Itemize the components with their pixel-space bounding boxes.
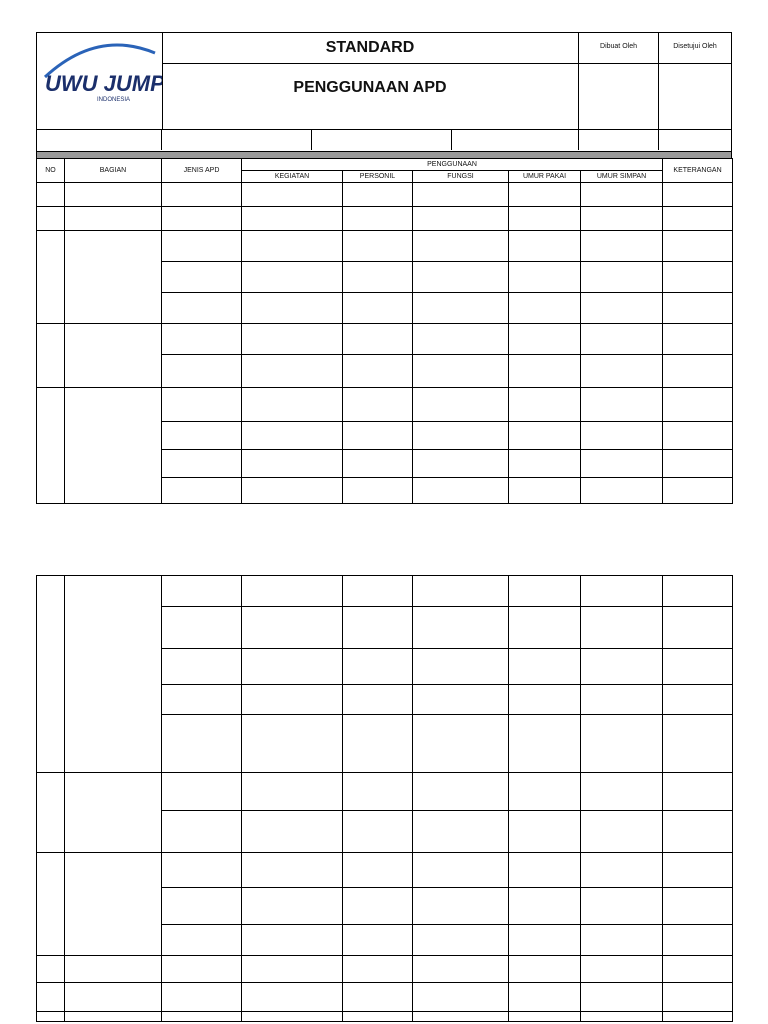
document-meta-row [36,130,732,152]
approved-by-label: Disetujui Oleh [673,43,717,50]
table-row [37,207,733,231]
company-logo [37,33,163,129]
col-header-no: NO [37,159,65,183]
table-row [37,324,733,355]
document-title-block [162,33,579,129]
document-page-1 [36,32,732,504]
table-body-part-2 [37,576,733,1022]
title-standard: STANDARD [325,39,415,56]
apd-table-part-1 [36,158,733,504]
title-penggunaan-apd: PENGGUNAAN APD [293,79,447,96]
document-page-2 [36,575,732,1022]
logo-graphic [37,33,162,129]
revision-number [312,130,452,150]
prepared-role [579,130,659,150]
table-row [37,956,733,983]
table-row [37,576,733,607]
table-body-part-1 [37,183,733,504]
approved-by-box [659,33,731,129]
table-row [37,388,733,422]
table-row [37,853,733,888]
col-header-penggunaan: PENGGUNAAN [242,159,663,171]
approved-role [659,130,731,150]
apd-table-part-2 [36,575,733,1022]
logo-subtext: INDONESIA [97,97,131,103]
col-header-personil: PERSONIL [343,171,413,183]
col-header-bagian: BAGIAN [65,159,162,183]
col-header-umur-simpan: UMUR SIMPAN [581,171,663,183]
col-header-kegiatan: KEGIATAN [242,171,343,183]
col-header-jenis-apd: JENIS APD [162,159,242,183]
col-header-fungsi: FUNGSI [413,171,509,183]
prepared-by-box [579,33,659,129]
doc-number [162,130,312,150]
document-header [36,32,732,130]
table-row [37,983,733,1012]
logo-text: UWU JUMP [45,71,162,96]
table-row [37,183,733,207]
col-header-umur-pakai: UMUR PAKAI [509,171,581,183]
col-header-keterangan: KETERANGAN [663,159,733,183]
table-row [37,773,733,811]
table-row [37,231,733,262]
prepared-by-label: Dibuat Oleh [600,43,637,50]
issued-date [452,130,579,150]
table-row [37,1012,733,1022]
